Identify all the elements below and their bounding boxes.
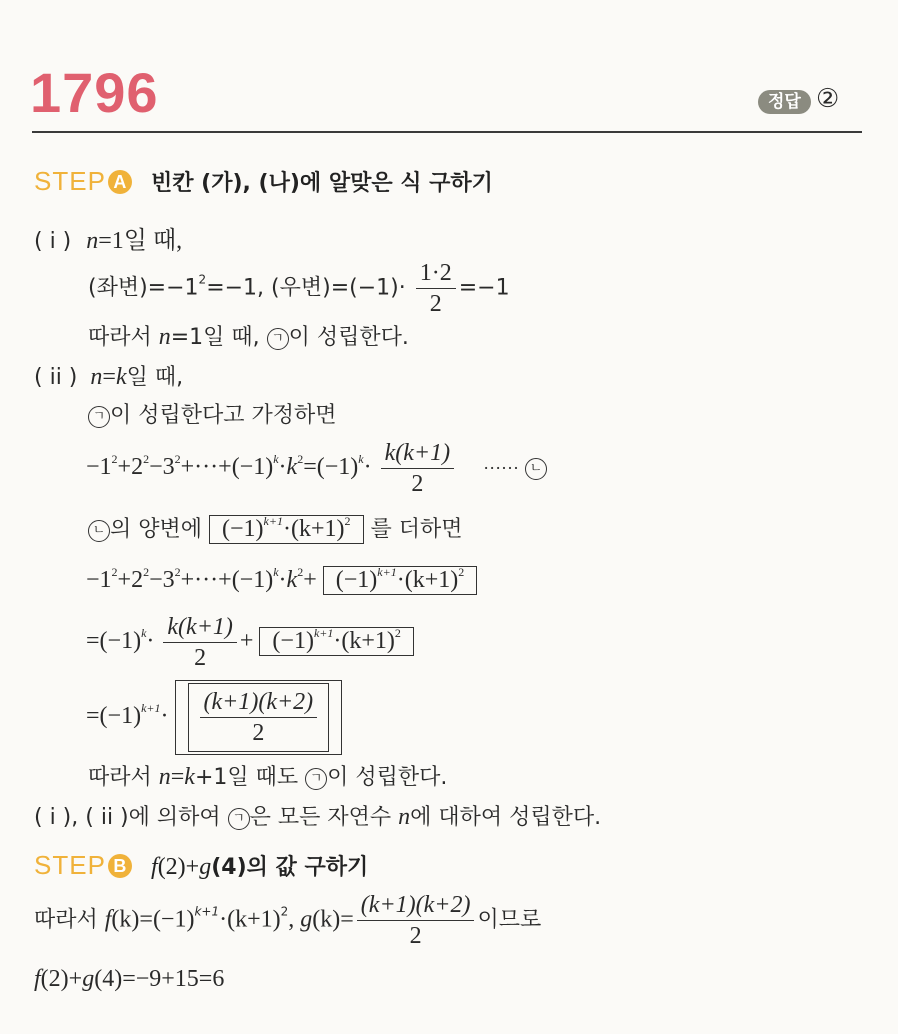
step-a-title: 빈칸 (가), (나)에 알맞은 식 구하기 bbox=[151, 171, 493, 196]
text: =(−1) bbox=[86, 703, 142, 730]
sup: 2 bbox=[111, 452, 118, 467]
frac-top: k(k+1) bbox=[381, 438, 454, 469]
text: (2)+ bbox=[40, 966, 83, 992]
equation-step4 bbox=[86, 680, 342, 755]
sup: k+1 bbox=[141, 701, 161, 716]
conclusion-1 bbox=[88, 320, 409, 351]
step-a-header bbox=[34, 166, 493, 197]
text: (4)=−9+15=6 bbox=[94, 966, 225, 992]
text: (2)+ bbox=[157, 854, 200, 880]
text: 일 때, bbox=[126, 365, 184, 390]
sup: k bbox=[273, 565, 279, 579]
case-1-cond: =1일 때, bbox=[98, 228, 183, 254]
case-1-line bbox=[34, 220, 182, 255]
text: · bbox=[363, 454, 372, 481]
add-both-sides-line bbox=[88, 512, 463, 544]
text: 이므로 bbox=[477, 907, 542, 933]
text: ·(k+1) bbox=[333, 628, 395, 655]
text: 이 성립한다고 가정하면 bbox=[110, 403, 337, 428]
text: +···+(−1) bbox=[180, 454, 274, 481]
text: +···+(−1) bbox=[180, 567, 274, 593]
text: (−1) bbox=[222, 516, 264, 542]
step-b-label: STEP bbox=[34, 850, 106, 880]
step-b-title bbox=[151, 855, 368, 880]
text: (4)의 값 구하기 bbox=[211, 855, 369, 880]
frac-bot: 2 bbox=[252, 720, 265, 746]
sup-2: 2 bbox=[198, 272, 207, 287]
text: ( i ), ( ii )에 의하여 bbox=[34, 805, 228, 830]
sup: 2 bbox=[111, 565, 118, 579]
answer-badge: 정답 bbox=[758, 90, 811, 114]
circled-giyeok-marker: ㄱ bbox=[228, 808, 250, 830]
text: −3 bbox=[149, 454, 175, 481]
text: 를 더하면 bbox=[370, 517, 463, 542]
conclusion-2 bbox=[88, 760, 447, 791]
text: (k)=(−1) bbox=[111, 906, 195, 933]
lhs-text-b: =−1, (우변)=(−1)· bbox=[206, 275, 406, 301]
frac-top: (k+1)(k+2) bbox=[357, 890, 475, 921]
text: +2 bbox=[117, 567, 144, 593]
var-n: n bbox=[398, 804, 411, 830]
var-n: n bbox=[86, 228, 99, 254]
var-g: g bbox=[82, 966, 95, 992]
sup: 2 bbox=[394, 626, 401, 641]
text: = bbox=[170, 764, 185, 790]
var-f: f bbox=[104, 906, 112, 933]
final-statement bbox=[34, 800, 601, 831]
equation-sum: $-1^2+2^2-3^2+\cdot\cdot\cdot+(-1)^k\cdot k^2+ (-1)^{k+1}\cdot(k+1)^2$ bbox=[86, 566, 477, 595]
text: 에 대하여 성립한다. bbox=[410, 805, 602, 830]
fraction-5 bbox=[357, 890, 475, 951]
sup: k+1 bbox=[313, 626, 334, 641]
sup: k+1 bbox=[263, 514, 283, 528]
text: +1일 때도 bbox=[194, 765, 306, 790]
sup: 2 bbox=[280, 904, 289, 919]
step-a-label: STEP bbox=[34, 166, 106, 196]
sup: 2 bbox=[344, 514, 351, 528]
frac-top: (k+1)(k+2) bbox=[200, 687, 318, 718]
text: 이 성립한다. bbox=[327, 765, 448, 790]
case-1-equation bbox=[88, 258, 510, 319]
step-b-result bbox=[34, 966, 224, 993]
text: (−1) bbox=[272, 628, 314, 655]
sup: k bbox=[141, 626, 147, 641]
var-g: g bbox=[199, 854, 212, 880]
var-k: k bbox=[286, 567, 298, 593]
sup: 2 bbox=[297, 452, 304, 467]
answer-header bbox=[758, 84, 839, 114]
text: 따라서 bbox=[34, 907, 105, 933]
text: , bbox=[288, 906, 301, 933]
answer-box-ga bbox=[209, 515, 363, 544]
equation-step3 bbox=[86, 612, 414, 673]
sup: 2 bbox=[143, 452, 150, 467]
text: + bbox=[239, 628, 254, 655]
text: (−1) bbox=[335, 567, 378, 593]
fraction-3 bbox=[163, 612, 236, 673]
frac-top: k(k+1) bbox=[163, 612, 236, 643]
var-n: n bbox=[158, 764, 171, 790]
frac-bot: 2 bbox=[194, 645, 207, 671]
text: =1일 때, bbox=[170, 325, 267, 350]
fraction-2 bbox=[381, 438, 454, 499]
circled-giyeok-marker: ㄱ bbox=[88, 406, 110, 428]
circled-giyeok-marker: ㄱ bbox=[305, 768, 327, 790]
var-n: n bbox=[90, 364, 103, 390]
text: −3 bbox=[149, 567, 175, 593]
sup: 2 bbox=[174, 452, 181, 467]
var-k: k bbox=[184, 764, 195, 790]
text: · bbox=[160, 703, 169, 730]
circled-giyeok-marker: ㄱ bbox=[267, 328, 289, 350]
text: · bbox=[278, 454, 287, 481]
text: (k)= bbox=[312, 906, 354, 933]
text: 은 모든 자연수 bbox=[249, 805, 399, 830]
answer-value: ② bbox=[815, 84, 840, 114]
lhs-text: (좌변)=−1 bbox=[88, 275, 199, 301]
fraction-1 bbox=[416, 258, 456, 319]
text: 이 성립한다. bbox=[288, 325, 409, 350]
frac-bot: 2 bbox=[411, 471, 424, 497]
text: 따라서 bbox=[88, 765, 159, 790]
var-k: k bbox=[115, 364, 127, 390]
answer-box-na bbox=[175, 680, 343, 755]
sup: k+1 bbox=[194, 904, 220, 919]
problem-number: 1796 bbox=[30, 61, 159, 124]
assumption-line bbox=[88, 398, 337, 429]
answer-box-ga-repeat bbox=[323, 566, 477, 595]
circled-nieun-marker: ㄴ bbox=[88, 520, 110, 542]
sup: k bbox=[273, 452, 279, 467]
text: +2 bbox=[117, 454, 144, 481]
text: −1 bbox=[86, 454, 112, 481]
fraction-4 bbox=[200, 687, 318, 748]
text: · bbox=[146, 628, 155, 655]
equation-l bbox=[86, 438, 547, 499]
circled-nieun-marker: ㄴ bbox=[525, 458, 547, 480]
step-b-badge: B bbox=[108, 854, 132, 878]
text: · bbox=[278, 567, 287, 593]
sup: 2 bbox=[458, 565, 465, 579]
frac-1-top: 1·2 bbox=[416, 258, 456, 289]
step-a-badge: A bbox=[108, 170, 132, 194]
step-b-line-1 bbox=[34, 890, 541, 951]
var-k: k bbox=[286, 454, 298, 481]
var-f: f bbox=[34, 966, 41, 992]
sup: 2 bbox=[297, 565, 304, 579]
text: 따라서 bbox=[88, 325, 159, 350]
case-2-line bbox=[34, 360, 183, 391]
case-1-label: ( i ) bbox=[34, 229, 72, 254]
var-n: n bbox=[158, 324, 171, 350]
text: ·(k+1) bbox=[282, 516, 345, 542]
text: = bbox=[102, 364, 116, 390]
sup: 2 bbox=[174, 565, 181, 579]
text: ·(k+1) bbox=[396, 567, 459, 593]
sup: k+1 bbox=[377, 565, 397, 579]
var-g: g bbox=[300, 906, 313, 933]
text: =(−1) bbox=[86, 628, 142, 655]
text: 의 양변에 bbox=[110, 517, 203, 542]
frac-1-bot: 2 bbox=[429, 291, 442, 317]
var-f: f bbox=[151, 854, 158, 880]
header-divider bbox=[32, 131, 862, 133]
text: =(−1) bbox=[303, 454, 359, 481]
text: −1 bbox=[86, 567, 112, 593]
dots: ······ bbox=[483, 458, 520, 479]
answer-box-ga-repeat-2 bbox=[259, 627, 413, 656]
text: ·(k+1) bbox=[219, 906, 281, 933]
frac-bot: 2 bbox=[409, 923, 422, 949]
rhs-text: =−1 bbox=[458, 275, 510, 301]
sup: 2 bbox=[143, 565, 150, 579]
case-2-label: ( ii ) bbox=[34, 365, 78, 390]
step-b-header bbox=[34, 850, 368, 881]
sup: k bbox=[358, 452, 364, 467]
